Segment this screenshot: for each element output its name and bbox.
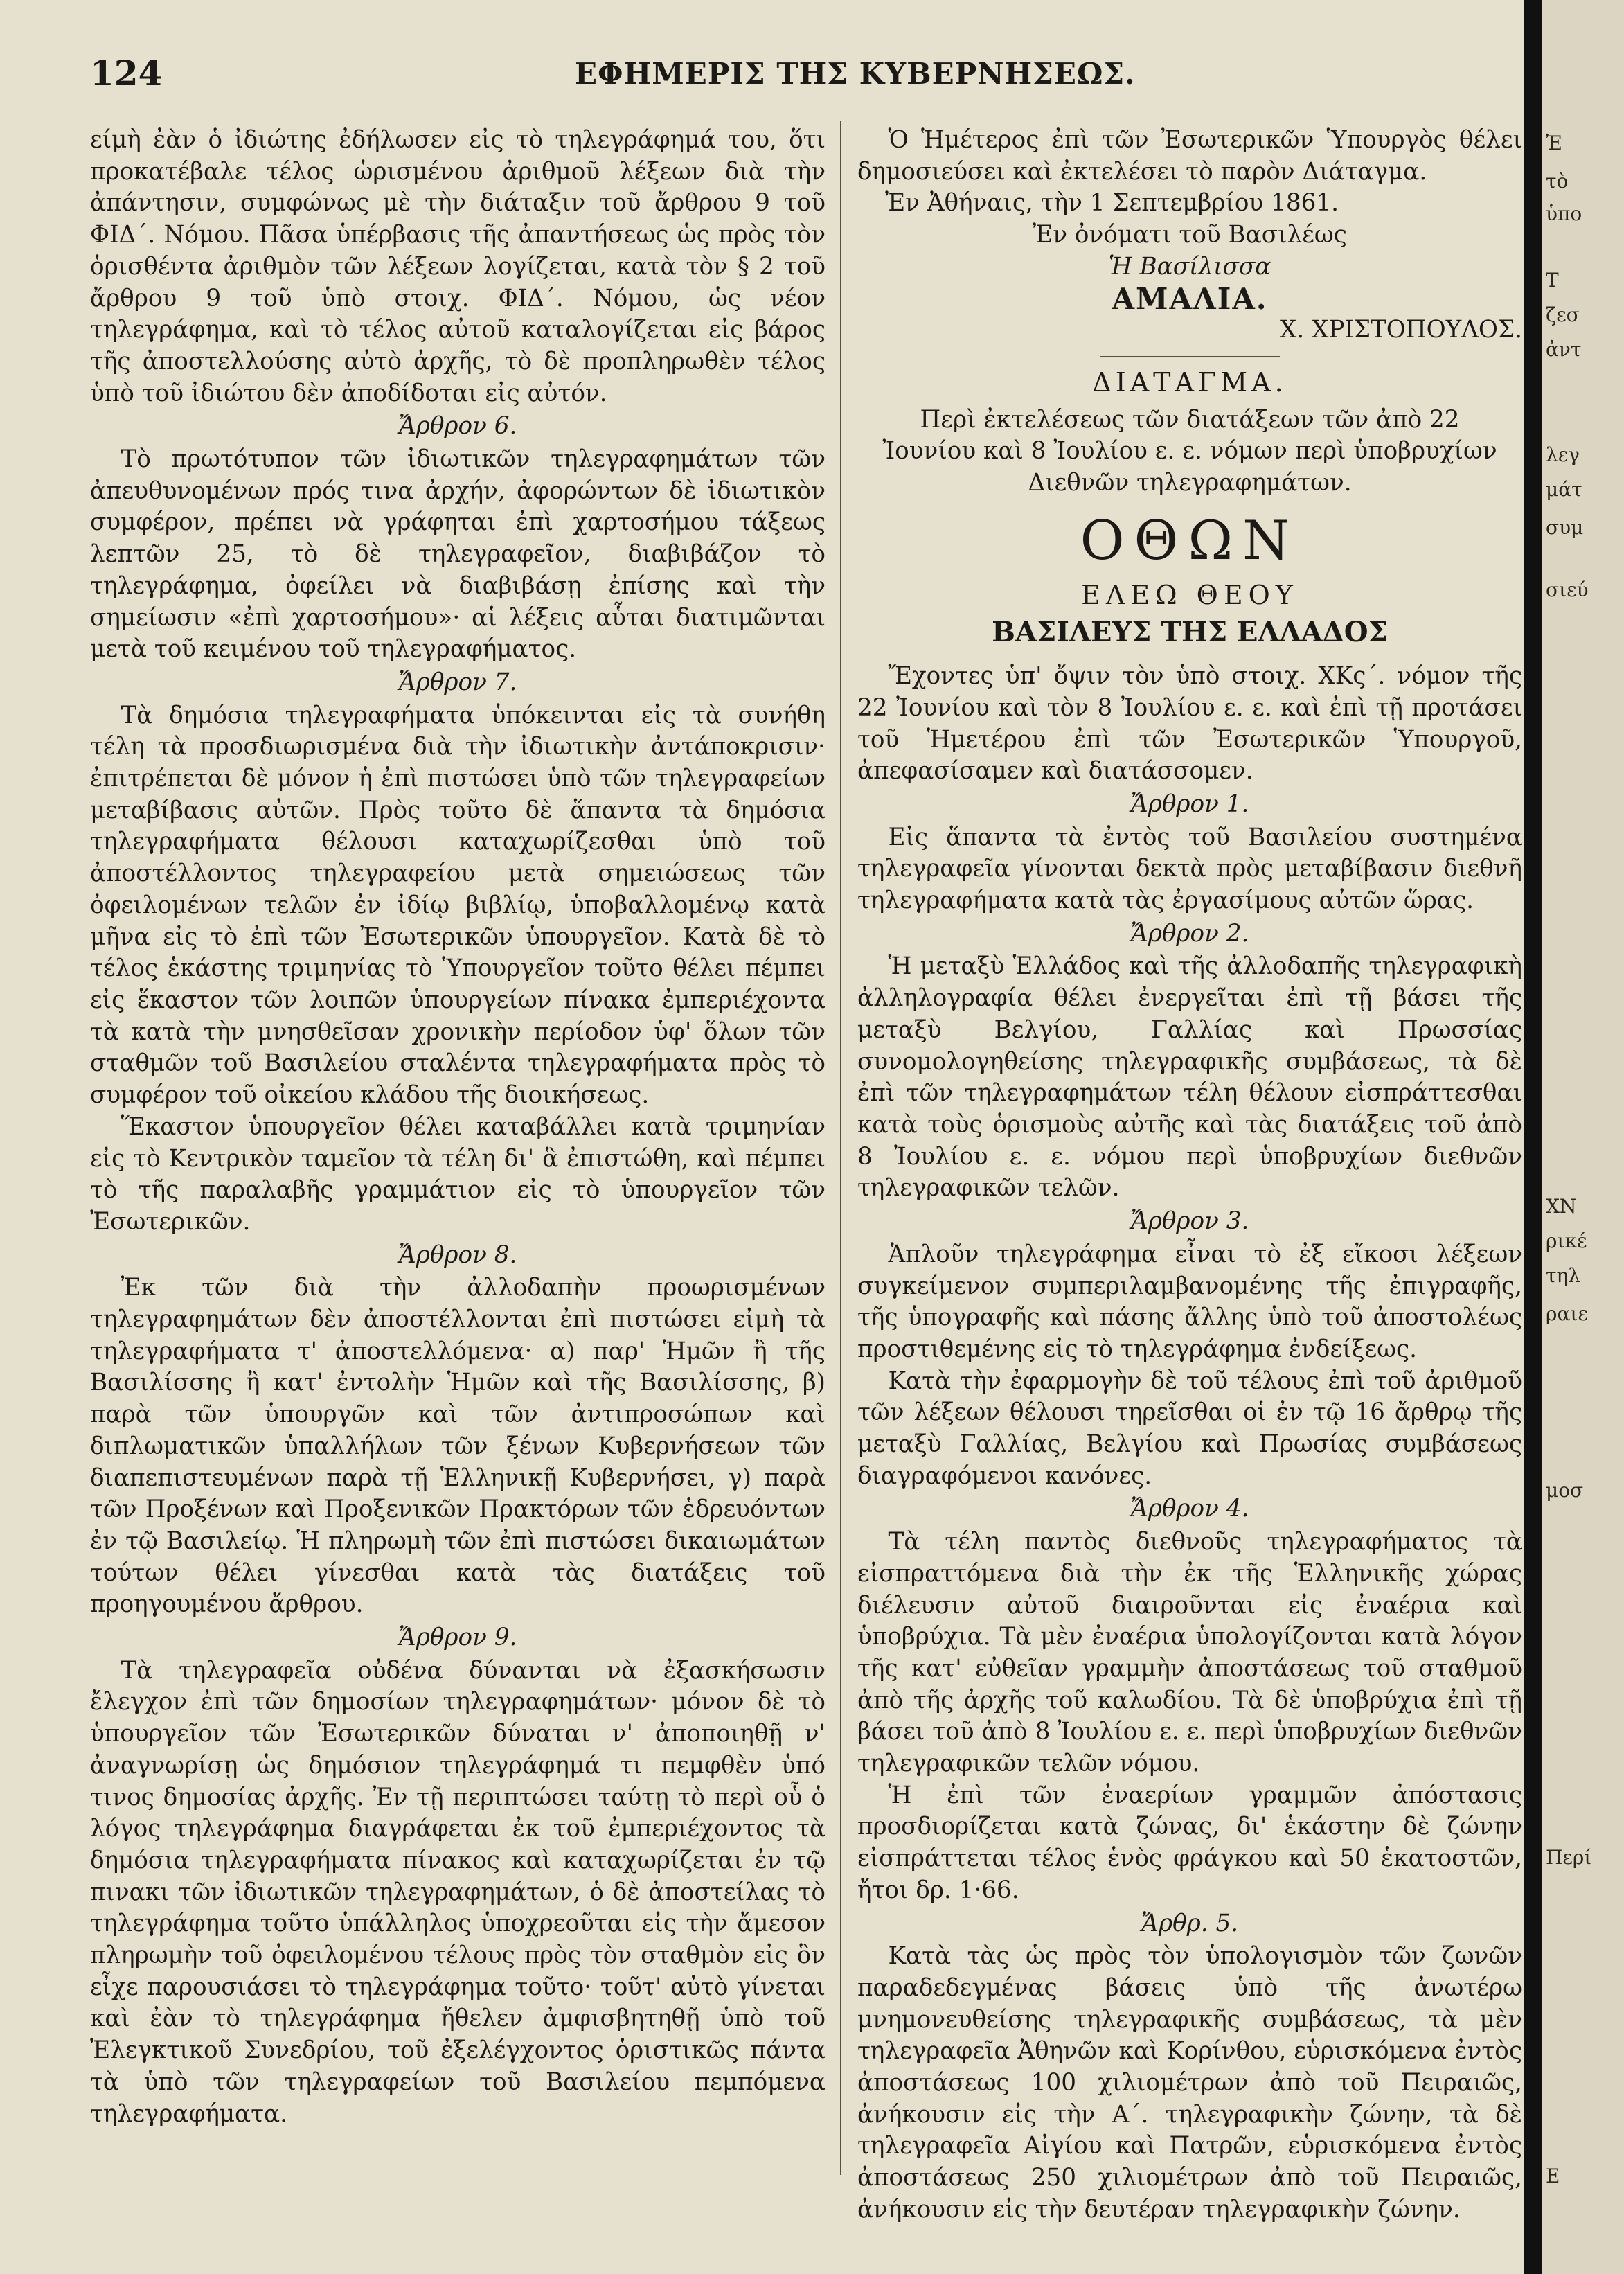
paragraph: Τὰ δημόσια τηλεγραφήματα ὑπόκεινται εἰς τὰ συνήθη τέλη τὰ προσδιωρισμένα διὰ τὴν ἰδιωτικὴν ἀντάποκρισιν· ἐπιτρέπεται δὲ μόνον ἡ ἐπὶ πιστώσει ὑπὸ τῶν τηλεγραφείων μεταβίβασις αὐτῶν. Πρὸς τοῦτο δὲ ἅπαντα τὰ δημόσια τηλεγραφήματα θέλουσι καταχωρίζεσθαι ὑπὸ τοῦ ἀποστέλλοντος τηλεγραφείου μετὰ σημειώσεως τῶν ὀφειλομένων τελῶν ἐν ἰδίῳ βιβλίῳ, ὑποβαλλομένῳ κατὰ μῆνα εἰς τὸ ἐπὶ τῶν Ἐσωτερικῶν ὑπουργεῖον. Κατὰ δὲ τὸ τέλος ἑκάστης τριμηνίας τὸ Ὑπουργεῖον τοῦτο θέλει πέμπει εἰς ἕκαστον τῶν λοιπῶν ὑπουργείων πίνακα ἐμπεριέχοντα τὰ κατὰ τὴν μνησθεῖσαν χρονικὴν περίοδον ὑφ' ὅλων τῶν σταθμῶν τοῦ Βασιλείου σταλέντα τηλεγραφήματα πρὸς τὸ συμφέρον τοῦ οἰκείου κλάδου τῆς διοικήσεως.: [90, 701, 826, 1110]
page-header: [90, 53, 1524, 101]
king-name: ΟΘΩΝ: [1080, 509, 1300, 572]
article-heading: Ἄρθρον 6.: [398, 412, 517, 441]
article-heading: Ἄρθρον 8.: [398, 1241, 517, 1269]
facing-text-fragment: ΧΝ: [1546, 1195, 1577, 1218]
facing-text-fragment: μοσ: [1546, 1479, 1584, 1502]
paragraph: είμὴ ἐὰν ὁ ἰδιώτης ἐδήλωσεν εἰς τὸ τηλεγράφημά του, ὅτι προκατέβαλε τέλος ὡρισμένου ἀριθμοῦ λέξεων διὰ τὴν ἀπάντησιν, συμφώνως μὲ τὴν διάταξιν τοῦ ἄρθρου 9 τοῦ ΦΙΔ΄. Νόμου. Πᾶσα ὑπέρβασις τῆς ἀπαντήσεως ὡς πρὸς τὸν ὁρισθέντα ἀριθμὸν τῶν λέξεων λογίζεται, κατὰ τὸν § 2 τοῦ ἄρθρου 9 τοῦ ὑπὸ στοιχ. ΦΙΔ΄. Νόμου, ὡς νέον τηλεγράφημα, καὶ τὸ τέλος αὐτοῦ καταλογίζεται εἰς βάρος τῆς ἀποστελλούσης αὐτὸ ἀρχῆς, τὸ δὲ προπληρωθὲν τέλος ὑπὸ τοῦ ἰδιώτου δὲν ἀποδίδοται εἰς αὐτόν.: [90, 126, 826, 407]
column-divider: [840, 121, 841, 2175]
facing-text-fragment: λεγ: [1546, 443, 1580, 466]
paragraph: Τὰ τηλεγραφεῖα οὐδένα δύνανται νὰ ἐξασκήσωσιν ἔλεγχον ἐπὶ τῶν δημοσίων τηλεγραφημάτων· μόνον δὲ τὸ ὑπουργεῖον τῶν Ἐσωτερικῶν δύναται ν' ἀποποιηθῇ ν' ἀναγνωρίσῃ ὡς δημόσιον τηλεγράφημά τι πεμφθὲν ὑπό τινος δημοσίας ἀρχῆς. Ἐν τῇ περιπτώσει ταύτῃ τὸ περὶ οὗ ὁ λόγος τηλεγράφημα διαγράφεται ἐκ τοῦ ἐμπεριέχοντος τὰ δημόσια τηλεγραφήματα πίνακος καὶ καταχωρίζεται ἐν τῷ πινακι τῶν ἰδιωτικῶν τηλεγραφημάτων, ὁ δὲ ἀποστείλας τὸ τηλεγράφημα τοῦτο ὑπάλληλος ὑποχρεοῦται εἰς τὴν ἄμεσον πληρωμὴν τοῦ ὀφειλομένου τέλους πρὸς τὸν σταθμὸν εἰς ὃν εἶχε παρουσιάσει τὸ τηλεγράφημα τοῦτο· τοῦτ' αὐτὸ γίνεται καὶ ἐὰν τὸ τηλεγράφημα ἤθελεν ἀμφισβητηθῇ ὑπὸ τοῦ Ἐλεγκτικοῦ Συνεδρίου, τοῦ ἐξελέγχοντος ὁριστικῶς πάντα τὰ ὑπὸ τῶν τηλεγραφείων τοῦ Βασιλείου πεμπόμενα τηλεγραφήματα.: [90, 1656, 826, 2128]
article-heading: Ἄρθρον 9.: [398, 1624, 517, 1652]
facing-text-fragment: συμ: [1546, 516, 1584, 539]
decree-subject: Περὶ ἐκτελέσεως τῶν διατάξεων τῶν ἀπὸ 22 Ἰουνίου καὶ 8 Ἰουλίου ε. ε. νόμων περὶ ὑποβρυχίων Διεθνῶν τηλεγραφημάτων.: [882, 405, 1497, 497]
article-heading: Ἄρθρον 4.: [1130, 1495, 1249, 1523]
section-separator: [1100, 356, 1280, 357]
running-title: ΕΦΗΜΕΡΙΣ ΤΗΣ ΚΥΒΕΡΝΗΣΕΩΣ.: [575, 57, 1136, 91]
facing-text-fragment: μάτ: [1546, 478, 1582, 501]
paragraph: Τὸ πρωτότυπον τῶν ἰδιωτικῶν τηλεγραφημάτων τῶν ἀπευθυνομένων πρός τινα ἀρχήν, ἀφορώντων δὲ ἰδιωτικὸν συμφέρον, πρέπει νὰ γράφηται ἐπὶ χαρτοσήμου τάξεως λεπτῶν 25, τὸ δὲ τηλεγραφεῖον, διαβιβάζον τὸ τηλεγράφημα, ὀφείλει νὰ διαβιβάσῃ ἐπίσης καὶ τὴν σημείωσιν «ἐπὶ χαρτοσήμου»· αἱ λέξεις αὗται διατιμῶνται μετὰ τοῦ κειμένου τοῦ τηλεγραφήματος.: [90, 445, 826, 664]
preamble: Ἔχοντες ὑπ' ὄψιν τὸν ὑπὸ στοιχ. ΧΚς΄. νόμον τῆς 22 Ἰουνίου καὶ τὸν 8 Ἰουλίου ε. ε. καὶ ἐπὶ τῇ προτάσει τοῦ Ἡμετέρου ἐπὶ τῶν Ἐσωτερικῶν Ὑπουργοῦ, ἀπεφασίσαμεν καὶ διατάσσομεν.: [857, 662, 1522, 785]
facing-text-fragment: τὸ: [1546, 170, 1569, 193]
queen-title: Ἡ Βασίλισσα: [1108, 252, 1271, 281]
paragraph: Ἕκαστον ὑπουργεῖον θέλει καταβάλλει κατὰ τριμηνίαν εἰς τὸ Κεντρικὸν ταμεῖον τὰ τέλη δι' ἃ ἐπιστώθη, καὶ πέμπει τὸ τῆς παραλαβῆς γραμμάτιον εἰς τὸ ὑπουργεῖον τῶν Ἐσωτερικῶν.: [90, 1112, 826, 1236]
paragraph: Ἐκ τῶν διὰ τὴν ἀλλοδαπὴν προωρισμένων τηλεγραφημάτων δὲν ἀποστέλλονται ἐπὶ πιστώσει εἰμὴ τὰ τηλεγραφήματα τ' ἀποστελλόμενα· α) παρ' Ἡμῶν ἢ τῆς Βασιλίσσης ἢ κατ' ἐντολὴν Ἡμῶν καὶ τῆς Βασιλίσσης, β) παρὰ τῶν ὑπουργῶν καὶ τῶν ἀντιπροσώπων καὶ διπλωματικῶν ὑπαλλήλων τῶν ξένων Κυβερνήσεων τῶν διαπεπιστευμένων παρὰ τῇ Ἑλληνικῇ Κυβερνήσει, γ) παρὰ τῶν Προξένων καὶ Προξενικῶν Πρακτόρων τῶν ἑδρευόντων ἐν τῷ Βασιλείῳ. Ἡ πληρωμὴ τῶν ἐπὶ πιστώσει δικαιωμάτων τούτων θέλει γίνεσθαι κατὰ τὰς διατάξεις τοῦ προηγουμένου ἄρθρου.: [90, 1274, 826, 1619]
facing-text-fragment: ραιε: [1546, 1302, 1588, 1325]
by-grace-of-god: ΕΛΕΩ ΘΕΟΥ: [1081, 579, 1299, 610]
facing-text-fragment: σιεύ: [1546, 578, 1589, 601]
facing-text-fragment: ἀντ: [1546, 338, 1582, 361]
facing-page-edge: [1542, 0, 1624, 2274]
facing-text-fragment: Ἐ: [1546, 132, 1562, 154]
page-number: 124: [90, 53, 163, 94]
facing-text-fragment: Περί: [1546, 1846, 1592, 1869]
facing-text-fragment: ζεσ: [1546, 303, 1580, 326]
in-name-of-king: Ἐν ὀνόματι τοῦ Βασιλέως: [1033, 221, 1347, 249]
paragraph: Τὰ τέλη παντὸς διεθνοῦς τηλεγραφήματος τὰ εἰσπραττόμενα διὰ τὴν ἐκ τῆς Ἑλληνικῆς χώρας διέλευσιν αὐτοῦ διαιροῦνται εἰς ἐναέρια καὶ ὑποβρύχια. Τὰ μὲν ἐναέρια ὑπολογίζονται κατὰ λόγον τῆς κατ' εὐθεῖαν γραμμὴν ἀποστάσεως τοῦ σταθμοῦ ἀπὸ τῆς ἀρχῆς τοῦ καλωδίου. Τὰ δὲ ὑποβρύχια ἐπὶ τῇ βάσει τοῦ ἀπὸ 8 Ἰουλίου ε. ε. περὶ ὑποβρυχίων διεθνῶν τηλεγραφικῶν τελῶν νόμου.: [857, 1528, 1522, 1778]
minister-signature: Χ. ΧΡΙΣΤΟΠΟΥΛΟΣ.: [1279, 316, 1522, 344]
paragraph: Κατὰ τὴν ἐφαρμογὴν δὲ τοῦ τέλους ἐπὶ τοῦ ἀριθμοῦ τῶν λέξεων θέλουσι τηρεῖσθαι οἱ ἐν τῷ 16 ἄρθρῳ τῆς μεταξὺ Γαλλίας, Βελγίου καὶ Πρωσίας συμβάσεως διαγραφόμενοι κανόνες.: [857, 1367, 1522, 1490]
paragraph: Ἡ ἐπὶ τῶν ἐναερίων γραμμῶν ἀπόστασις προσδιορίζεται κατὰ ζώνας, δι' ἑκάστην δὲ ζώνην εἰσπράττεται τέλος ἑνὸς φράγκου καὶ 50 ἑκατοστῶν, ἤτοι δρ. 1·66.: [857, 1781, 1522, 1904]
facing-text-fragment: τηλ: [1546, 1264, 1581, 1287]
facing-text-fragment: Τ: [1546, 269, 1559, 292]
place-date: Ἐν Ἀθήναις, τὴν 1 Σεπτεμβρίου 1861.: [885, 189, 1339, 217]
paragraph: Κατὰ τὰς ὡς πρὸς τὸν ὑπολογισμὸν τῶν ζωνῶν παραδεδεγμένας βάσεις ὑπὸ τῆς ἀνωτέρω μνημονευθείσης τηλεγραφικῆς συμβάσεως, τὰ μὲν τηλεγραφεῖα Ἀθηνῶν καὶ Κορίνθου, εὑρισκόμενα ἐντὸς ἀποστάσεως 100 χιλιομέτρων ἀπὸ τοῦ Πειραιῶς, ἀνήκουσιν εἰς τὴν Α΄. τηλεγραφικὴν ζώνην, τὰ δὲ τηλεγραφεῖα Αἰγίου καὶ Πατρῶν, εὑρισκόμενα ἐντὸς ἀποστάσεως 250 χιλιομέτρων ἀπὸ τοῦ Πειραιῶς, ἀνήκουσιν εἰς τὴν δευτέραν τηλεγραφικὴν ζώνην.: [857, 1942, 1523, 2223]
execution-clause: Ὁ Ἡμέτερος ἐπὶ τῶν Ἐσωτερικῶν Ὑπουργὸς θέλει δημοσιεύσει καὶ ἐκτελέσει τὸ παρὸν Διάταγμα.: [857, 126, 1522, 186]
article-heading: Ἄρθρον 2.: [1130, 919, 1249, 948]
book-binding-gutter: [1524, 0, 1542, 2274]
king-title: ΒΑΣΙΛΕΥΣ ΤΗΣ ΕΛΛΑΔΟΣ: [992, 616, 1388, 649]
paragraph: Ἡ μεταξὺ Ἑλλάδος καὶ τῆς ἀλλοδαπῆς τηλεγραφικὴ ἀλληλογραφία θέλει ἐνεργεῖται ἐπὶ τῇ βάσει τῆς μεταξὺ Βελγίου, Γαλλίας καὶ Πρωσσίας συνομολογηθείσης τηλεγραφικῆς συμβάσεως, τὰ δὲ ἐπὶ τῶν τηλεγραφημάτων τέλη θέλουν εἰσπράττεσθαι κατὰ τοὺς ὁρισμοὺς αὐτῆς καὶ τὰς διατάξεις τοῦ ἀπὸ 8 Ἰουλίου ε. ε. νόμου περὶ ὑποβρυχίων διεθνῶν τηλεγραφικῶν τελῶν.: [857, 952, 1522, 1202]
article-heading: Ἄρθρ. 5.: [1141, 1909, 1239, 1937]
right-column: [857, 125, 1522, 2226]
paragraph: Εἰς ἅπαντα τὰ ἐντὸς τοῦ Βασιλείου συστημένα τηλεγραφεῖα γίνονται δεκτὰ πρὸς μεταβίβασιν διεθνῆ τηλεγραφήματα κατὰ τὰς ἐργασίμους αὐτῶν ὥρας.: [857, 823, 1522, 915]
facing-text-fragment: ὑπο: [1546, 202, 1582, 225]
left-column: [90, 125, 826, 2130]
article-heading: Ἄρθρον 1.: [1130, 790, 1249, 818]
article-heading: Ἄρθρον 7.: [398, 668, 517, 696]
decree-label: ΔΙΑΤΑΓΜΑ.: [1092, 366, 1287, 398]
facing-text-fragment: Ε: [1546, 2165, 1560, 2187]
article-heading: Ἄρθρον 3.: [1130, 1207, 1249, 1236]
facing-text-fragment: ρικέ: [1546, 1229, 1587, 1252]
paragraph: Ἁπλοῦν τηλεγράφημα εἶναι τὸ ἐξ εἴκοσι λέξεων συγκείμενον συμπεριλαμβανομένης τῆς ἐπιγραφῆς, τῆς ὑπογραφῆς καὶ πάσης ἄλλης ὑπὸ τοῦ ἀποστολέως προστιθεμένης εἰς τὸ τηλεγράφημα ἐνδείξεως.: [857, 1240, 1522, 1363]
queen-signature: ΑΜΑΛΙΑ.: [1112, 281, 1268, 316]
